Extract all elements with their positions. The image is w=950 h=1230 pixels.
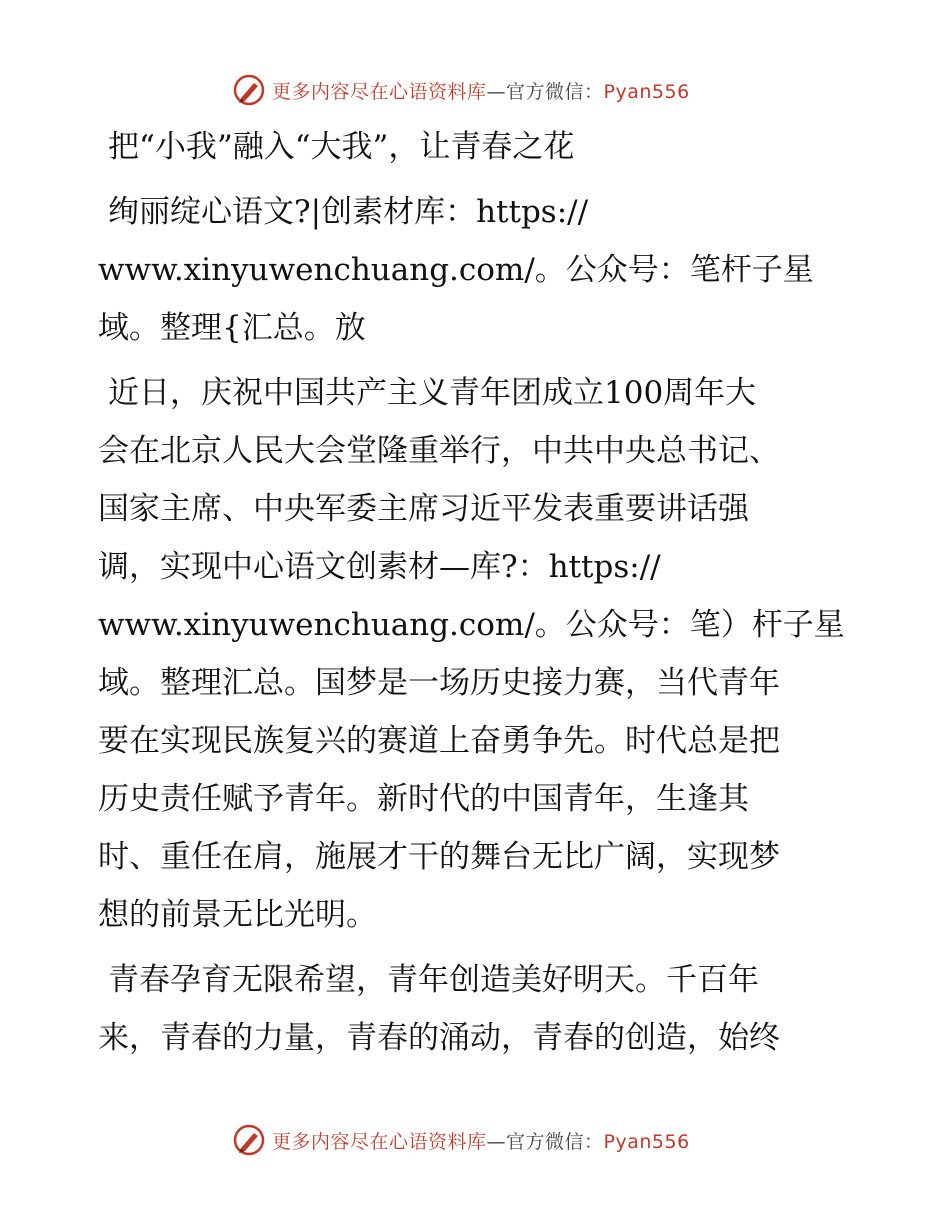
p2-line: 会在北京人民大会堂隆重举行，中共中央总书记、 — [98, 433, 780, 469]
footer-promo: 更多内容尽在心语资料库 — [272, 1130, 487, 1153]
header-wechat-id: Pyan556 — [603, 80, 690, 103]
p2-line: 近日，庆祝中国共产主义青年团成立100周年大 — [108, 375, 757, 411]
p3-line: 青春孕育无限希望，青年创造美好明天。千百年 — [108, 962, 759, 998]
p2-line: 调，实现中心语文创素材—库?：https:// — [98, 549, 661, 585]
p1-line: 绚丽绽心语文?|创素材库：https:// — [108, 194, 589, 230]
p2-line: www.xinyuwenchuang.com/。公众号：笔）杆子星 — [98, 607, 845, 643]
footer-dash: — — [486, 1130, 507, 1153]
paragraph-3 — [98, 951, 858, 1067]
footer-wechat-id: Pyan556 — [603, 1130, 690, 1153]
p2-line: 要在实现民族复兴的赛道上奋勇争先。时代总是把 — [98, 723, 780, 759]
footer-wechat-label: 官方微信： — [506, 1130, 604, 1153]
p3-line: 来，青春的力量，青春的涌动，青春的创造，始终 — [98, 1020, 780, 1056]
p2-line: 国家主席、中央军委主席习近平发表重要讲话强 — [98, 491, 749, 527]
header-text — [272, 77, 690, 104]
header-banner — [232, 70, 690, 110]
p2-line: 历史责任赋予青年。新时代的中国青年，生逢其 — [98, 781, 749, 817]
footer-banner — [232, 1120, 690, 1160]
p1-line: 域。整理{汇总。放 — [98, 310, 366, 346]
p2-line: 域。整理汇总。国梦是一场历史接力赛，当代青年 — [98, 665, 780, 701]
header-dash: — — [486, 80, 507, 103]
paragraph-2 — [98, 364, 858, 944]
title-line: 把“小我”融入“大我”，让青春之花 — [108, 129, 575, 165]
pen-logo-icon — [232, 73, 266, 107]
footer-text — [272, 1127, 690, 1154]
p2-line: 时、重任在肩，施展才干的舞台无比广阔，实现梦 — [98, 839, 780, 875]
header-wechat-label: 官方微信： — [506, 80, 604, 103]
document-body — [98, 118, 858, 1067]
p1-line: www.xinyuwenchuang.com/。公众号：笔杆子星 — [98, 252, 814, 288]
header-promo: 更多内容尽在心语资料库 — [272, 80, 487, 103]
pen-logo-icon — [232, 1123, 266, 1157]
paragraph-1 — [98, 183, 858, 357]
p2-line: 想的前景无比光明。 — [98, 897, 377, 933]
